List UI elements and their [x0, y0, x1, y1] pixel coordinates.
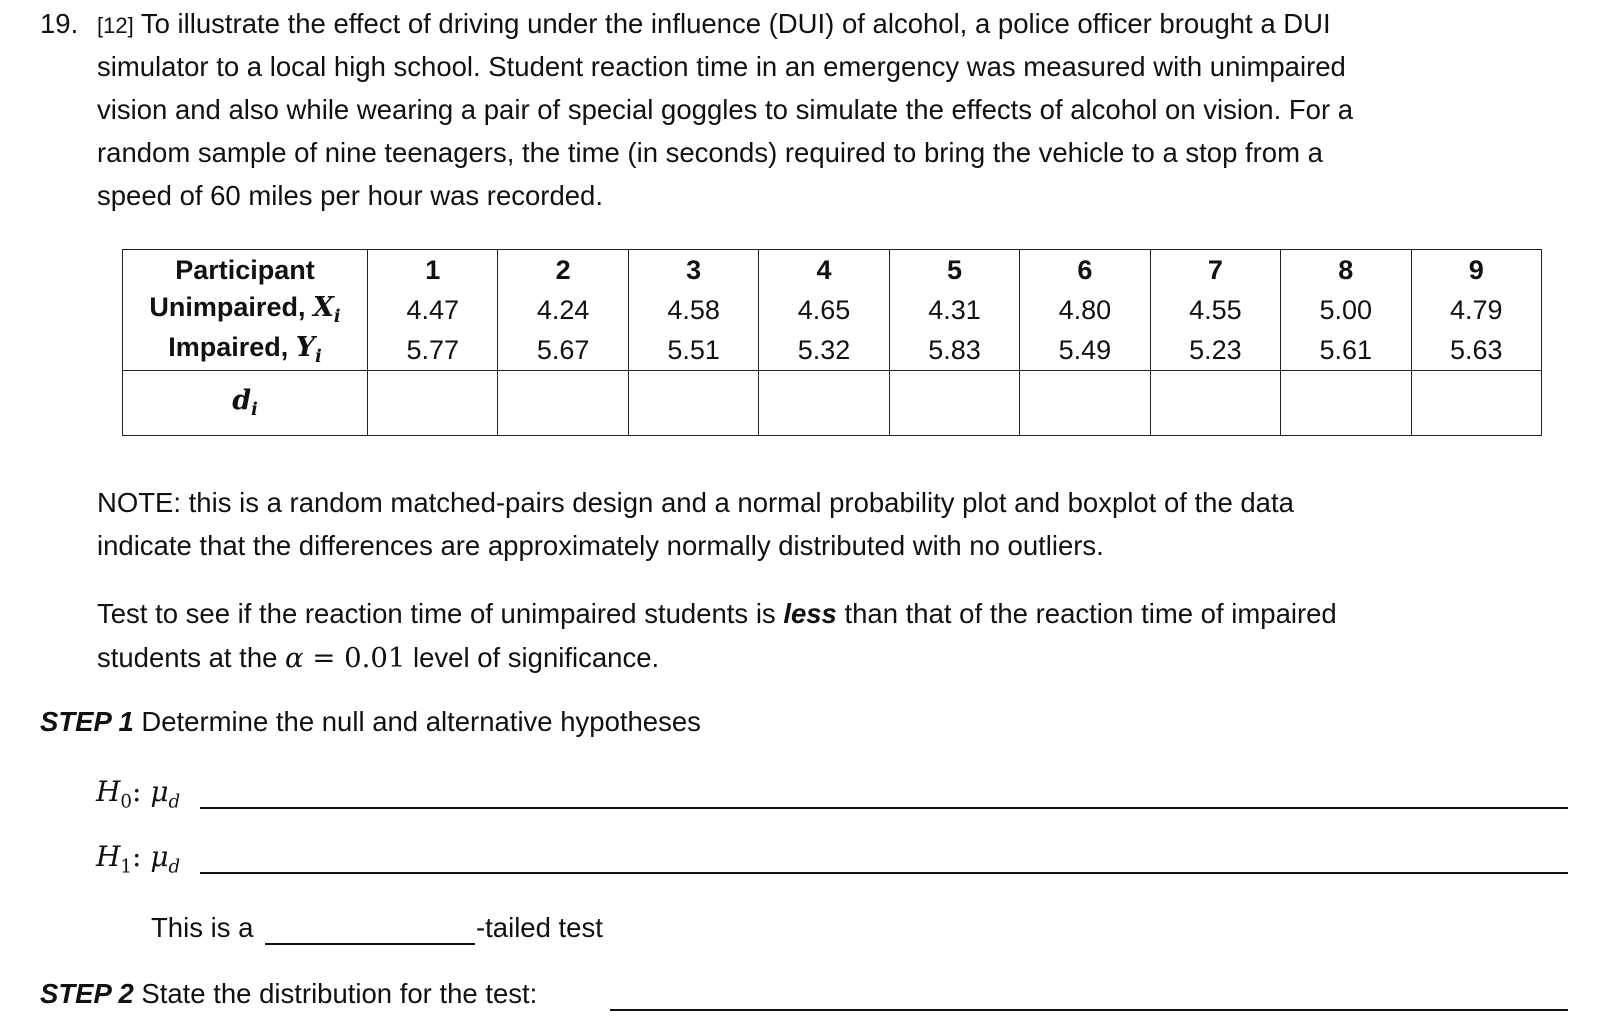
participant-number: 5	[889, 250, 1019, 291]
unimpaired-value: 4.58	[628, 290, 758, 330]
difference-answer-cell[interactable]	[889, 371, 1019, 436]
step2-heading	[40, 978, 537, 1010]
difference-label: $d_i$	[123, 371, 368, 436]
impaired-value: 5.61	[1281, 330, 1411, 371]
table-header-row	[123, 250, 1542, 291]
impaired-value: 5.32	[759, 330, 889, 371]
difference-answer-cell[interactable]	[498, 371, 628, 436]
difference-answer-cell[interactable]	[759, 371, 889, 436]
table-row-differences	[123, 371, 1542, 436]
question-text-line-4: random sample of nine teenagers, the time (in seconds) required to bring the vehicle to a stop from a	[97, 137, 1323, 168]
distribution-answer-line[interactable]	[610, 1009, 1568, 1011]
question-text-line-5: speed of 60 miles per hour was recorded.	[97, 180, 603, 211]
note-line-2: indicate that the differences are approximately normally distributed with no outliers.	[97, 530, 1104, 561]
unimpaired-value: 4.24	[498, 290, 628, 330]
difference-answer-cell[interactable]	[1281, 371, 1411, 436]
tailed-test-answer-line[interactable]	[265, 943, 475, 945]
question-points: [12]	[97, 13, 134, 38]
step1-text: Determine the null and alternative hypotheses	[141, 706, 701, 737]
unimpaired-label: Unimpaired, $X_i$	[123, 290, 368, 330]
question-number: 19.	[40, 8, 79, 39]
impaired-value: 5.67	[498, 330, 628, 371]
difference-answer-cell[interactable]	[1020, 371, 1150, 436]
null-hypothesis-answer-line[interactable]	[200, 807, 1568, 809]
test-statement-line-1: Test to see if the reaction time of unimpaired students is less than that of the reaction time of impaired	[97, 598, 1337, 629]
impaired-value: 5.49	[1020, 330, 1150, 371]
unimpaired-value: 5.00	[1281, 290, 1411, 330]
impaired-value: 5.23	[1150, 330, 1280, 371]
unimpaired-value: 4.31	[889, 290, 1019, 330]
impaired-value: 5.51	[628, 330, 758, 371]
difference-answer-cell[interactable]	[368, 371, 498, 436]
participant-number: 9	[1411, 250, 1542, 291]
difference-answer-cell[interactable]	[1411, 371, 1542, 436]
step1-heading	[40, 706, 701, 738]
question-text-line-1: [12] To illustrate the effect of driving under the influence (DUI) of alcohol, a police officer brought a DUI	[97, 8, 1331, 39]
participant-number: 1	[368, 250, 498, 291]
emphasis-less: less	[783, 598, 837, 629]
difference-answer-cell[interactable]	[628, 371, 758, 436]
impaired-value: 5.77	[368, 330, 498, 371]
unimpaired-value: 4.55	[1150, 290, 1280, 330]
impaired-value: 5.83	[889, 330, 1019, 371]
impaired-label: Impaired, $Y_i$	[123, 330, 368, 371]
table-row-impaired	[123, 330, 1542, 371]
alternative-hypothesis-answer-line[interactable]	[200, 872, 1568, 874]
question-text-line-2: simulator to a local high school. Student reaction time in an emergency was measured with unimpaired	[97, 51, 1346, 82]
difference-answer-cell[interactable]	[1150, 371, 1280, 436]
unimpaired-value: 4.80	[1020, 290, 1150, 330]
participant-number: 6	[1020, 250, 1150, 291]
tailed-test-suffix: -tailed test	[476, 912, 603, 943]
participant-label: Participant	[123, 250, 368, 291]
note-line-1: NOTE: this is a random matched-pairs design and a normal probability plot and boxplot of the data	[97, 487, 1294, 518]
participant-number: 4	[759, 250, 889, 291]
participant-number: 8	[1281, 250, 1411, 291]
question-text-line-3: vision and also while wearing a pair of special goggles to simulate the effects of alcohol on vision. For a	[97, 94, 1354, 125]
data-table	[122, 249, 1542, 436]
participant-number: 2	[498, 250, 628, 291]
impaired-value: 5.63	[1411, 330, 1542, 371]
step2-text: State the distribution for the test:	[141, 978, 538, 1009]
step2-label: STEP 2	[40, 978, 134, 1009]
unimpaired-value: 4.79	[1411, 290, 1542, 330]
participant-number: 7	[1150, 250, 1280, 291]
test-statement-line-2: students at the α = 0.01 level of significance.	[97, 642, 660, 674]
tailed-test-prefix: This is a	[151, 912, 254, 943]
alternative-hypothesis-label: $H_1$: $\mu_d$	[96, 840, 181, 878]
step1-label: STEP 1	[40, 706, 134, 737]
unimpaired-value: 4.65	[759, 290, 889, 330]
participant-number: 3	[628, 250, 758, 291]
null-hypothesis-label: $H_0$: $\mu_d$	[96, 775, 181, 813]
unimpaired-value: 4.47	[368, 290, 498, 330]
table-row-unimpaired	[123, 290, 1542, 330]
